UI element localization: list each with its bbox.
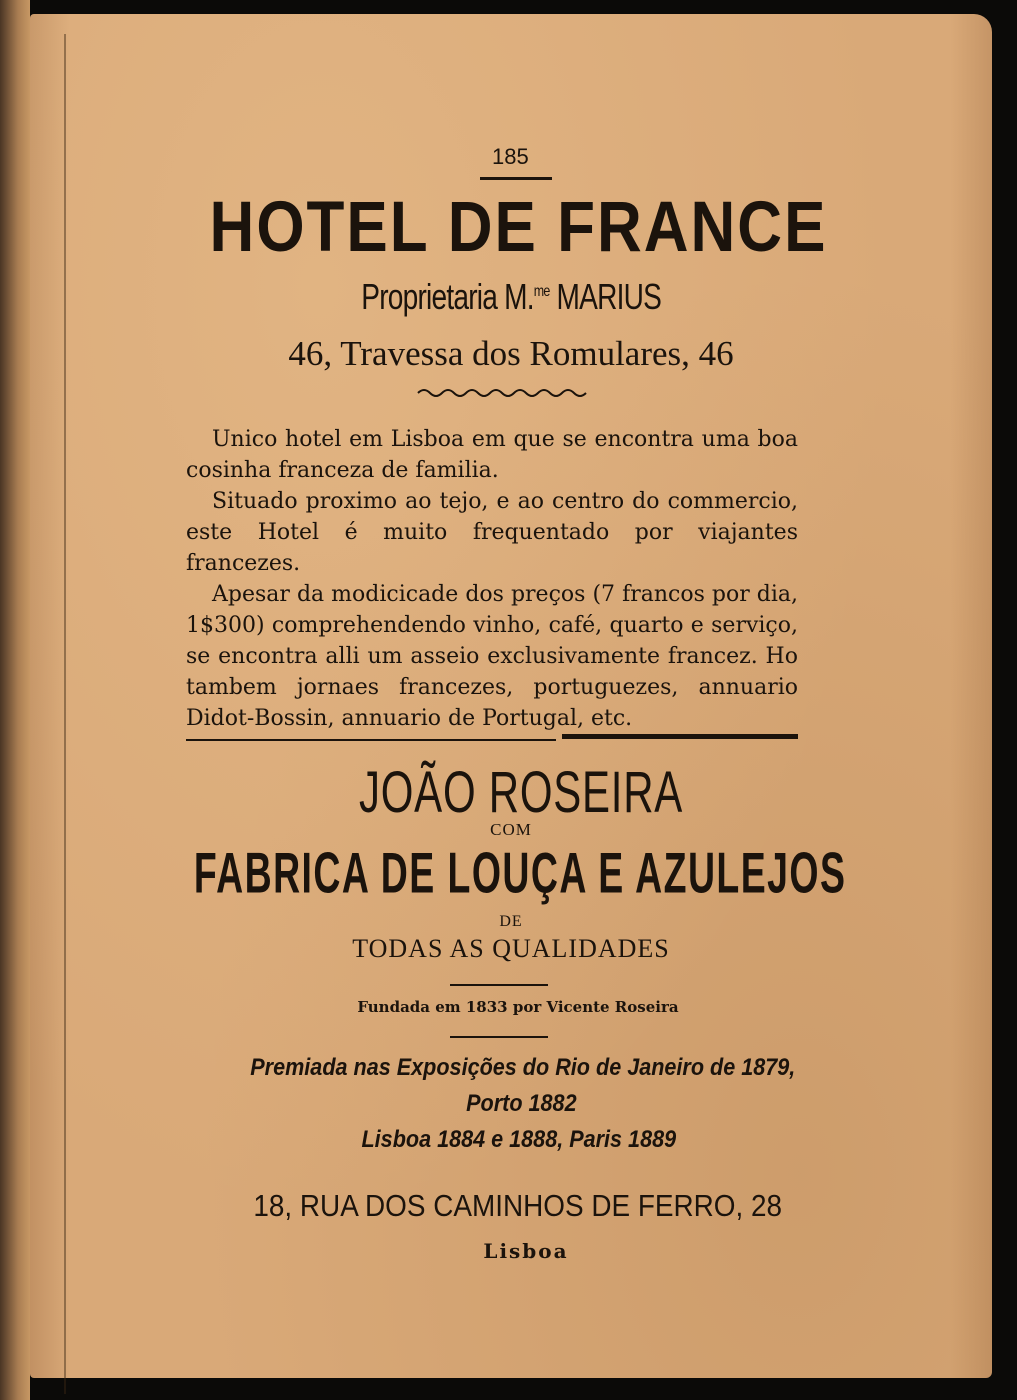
book-gutter xyxy=(0,0,30,1400)
fabrica-city: Lisboa xyxy=(483,1239,569,1263)
hotel-paragraph: Unico hotel em Lisboa em que se encontra uma boa cosinha franceza de familia. xyxy=(186,427,798,483)
section-divider-right xyxy=(562,734,798,739)
page-number: 185 xyxy=(492,144,529,169)
short-rule-bottom xyxy=(450,1036,548,1038)
hotel-title: HOTEL DE FRANCE xyxy=(209,187,828,268)
hotel-owner xyxy=(30,276,992,318)
owner-name: MARIUS xyxy=(549,276,661,317)
hotel-paragraph: Situado proximo ao tejo, e ao centro do commercio, este Hotel é muito frequentado por viajantes francezes. xyxy=(186,489,798,576)
fabrica-de: DE xyxy=(499,913,523,930)
document-page xyxy=(30,14,992,1378)
page-number-rule xyxy=(480,177,552,180)
awards-line-2: Porto 1882 xyxy=(465,1090,577,1117)
fabrica-street: 18, RUA DOS CAMINHOS DE FERRO, 28 xyxy=(253,1188,783,1223)
owner-prefix: Proprietaria M. xyxy=(361,276,534,317)
fabrica-subtitle: TODAS AS QUALIDADES xyxy=(352,934,670,963)
fabrica-founded: Fundada em 1833 por Vicente Roseira xyxy=(357,998,679,1016)
owner-superscript: me xyxy=(533,283,550,300)
short-rule-top xyxy=(450,984,548,986)
ornament-squiggle xyxy=(416,384,596,402)
awards-line-3: Lisboa 1884 e 1888, Paris 1889 xyxy=(361,1126,677,1153)
hotel-paragraph: Apesar da modicicade dos preços (7 francos por dia, 1$300) comprehendendo vinho, café, quarto e serviço, se encontra alli um asseio exclusivamente francez. Ho tambem jornaes francezes, portuguezes, annuario Didot-Bossin, annuario de Portugal, etc. xyxy=(186,582,798,731)
fabrica-owner: JOÃO ROSEIRA xyxy=(358,758,684,825)
fabrica-com: COM xyxy=(490,820,532,839)
hotel-description xyxy=(186,424,798,734)
awards-line-1: Premiada nas Exposições do Rio de Janeiro de 1879, xyxy=(250,1054,796,1081)
hotel-address: 46, Travessa dos Romulares, 46 xyxy=(288,334,734,373)
section-divider-left xyxy=(186,739,556,741)
fabrica-title: FABRICA DE LOUÇA E AZULEJOS xyxy=(193,842,847,906)
